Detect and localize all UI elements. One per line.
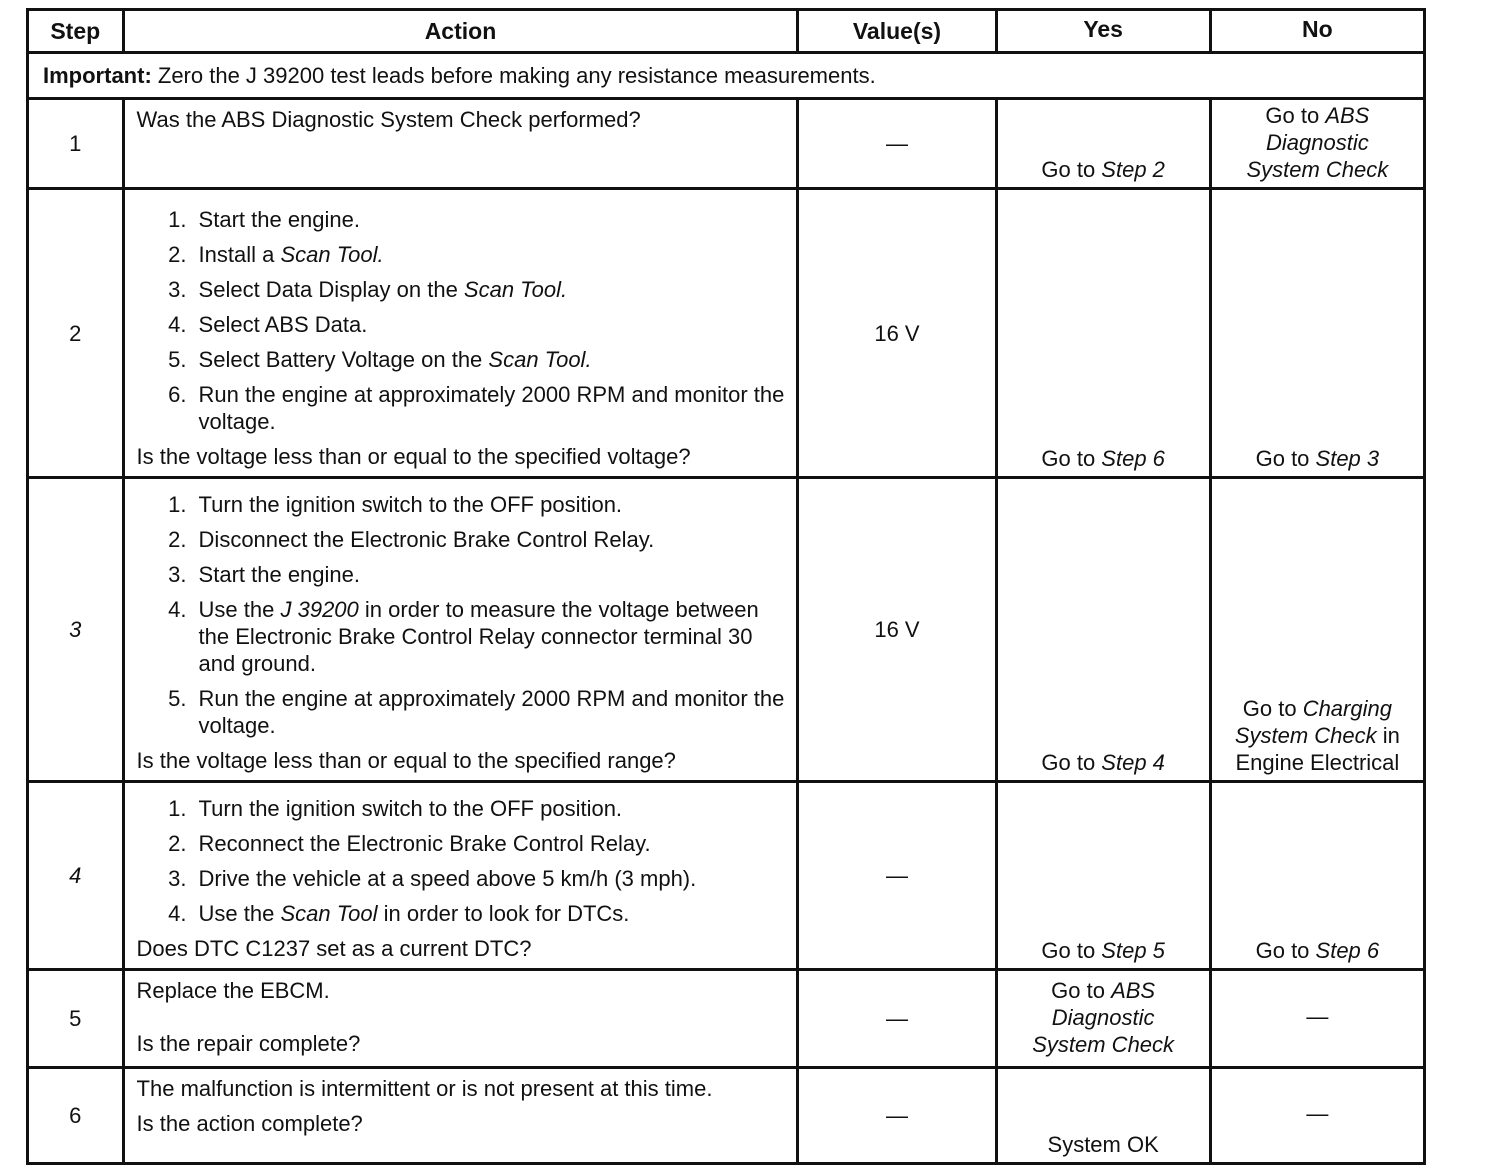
value-cell: 16 V: [798, 478, 996, 782]
goto-text: Go to: [1242, 696, 1303, 721]
step-number-text: 3: [69, 617, 82, 642]
question-text: Is the voltage less than or equal to the specified voltage?: [136, 444, 691, 469]
no-link[interactable]: System Check: [1234, 723, 1377, 748]
no-link[interactable]: Step 3: [1315, 446, 1380, 471]
list-item: 1. Turn the ignition switch to the OFF position.: [193, 491, 787, 518]
action-cell: [123, 1068, 798, 1164]
value-cell: —: [798, 970, 996, 1068]
question-text: Is the repair complete?: [136, 1031, 361, 1056]
action-text: Replace the EBCM.: [136, 978, 330, 1003]
list-item: [193, 596, 787, 677]
step-number: 6: [28, 1068, 124, 1164]
list-item-text: in order to measure the voltage between the Electronic Brake Control Relay connector terminal 30 and ground.: [198, 597, 759, 676]
goto-text: Go to: [1051, 978, 1112, 1003]
yes-link[interactable]: Diagnostic: [1051, 1005, 1155, 1030]
question-text: Does DTC C1237 set as a current DTC?: [136, 936, 532, 961]
yes-cell: [996, 99, 1210, 189]
value-cell: 16 V: [798, 189, 996, 478]
tool-name: Scan Tool.: [463, 277, 568, 302]
list-item: 5. Run the engine at approximately 2000 RPM and monitor the voltage.: [193, 685, 787, 739]
important-row: [28, 53, 1425, 99]
goto-text: Go to: [1265, 103, 1326, 128]
yes-link[interactable]: Step 4: [1101, 750, 1165, 775]
no-link[interactable]: Step 6: [1315, 938, 1380, 963]
no-cell: [1210, 782, 1424, 970]
step-number: 2: [28, 189, 124, 478]
list-item-text: in order to look for DTCs.: [377, 901, 630, 926]
tool-name: Scan Tool: [280, 901, 378, 926]
no-text: in: [1376, 723, 1400, 748]
list-item-text: Use the: [198, 901, 281, 926]
step-number: 5: [28, 970, 124, 1068]
step-number: [28, 478, 124, 782]
header-yes: Yes: [996, 10, 1210, 53]
value-cell: —: [798, 99, 996, 189]
action-cell: [123, 478, 798, 782]
list-item-text: Select Data Display on the: [198, 277, 464, 302]
table-row: [28, 478, 1425, 782]
list-item-text: Install a: [198, 242, 281, 267]
step-number-text: 4: [69, 863, 82, 888]
list-item: 2. Reconnect the Electronic Brake Control Relay.: [193, 830, 787, 857]
diagnostic-table: [26, 8, 1426, 1165]
question-text: Was the ABS Diagnostic System Check performed?: [136, 107, 641, 132]
list-item: [193, 241, 787, 268]
step-number: 1: [28, 99, 124, 189]
list-item: [193, 276, 787, 303]
yes-link[interactable]: Step 2: [1101, 157, 1165, 182]
yes-link[interactable]: Step 6: [1101, 446, 1165, 471]
list-item: 2. Disconnect the Electronic Brake Control Relay.: [193, 526, 787, 553]
action-cell: [123, 970, 798, 1068]
no-cell: [1210, 99, 1424, 189]
action-cell: [123, 782, 798, 970]
value-cell: —: [798, 1068, 996, 1164]
list-item: 3. Start the engine.: [193, 561, 787, 588]
no-cell: —: [1210, 1068, 1424, 1164]
no-link[interactable]: System Check: [1246, 157, 1389, 182]
tool-name: Scan Tool.: [280, 242, 384, 267]
yes-link[interactable]: System Check: [1032, 1032, 1175, 1057]
no-link[interactable]: ABS: [1325, 103, 1370, 128]
no-text: Engine Electrical: [1235, 750, 1400, 775]
list-item: [193, 900, 787, 927]
step-number: [28, 782, 124, 970]
tool-name: Scan Tool.: [488, 347, 592, 372]
header-no: No: [1210, 10, 1424, 53]
value-cell: —: [798, 782, 996, 970]
yes-link[interactable]: Step 5: [1101, 938, 1165, 963]
yes-cell: [996, 189, 1210, 478]
goto-text: Go to: [1041, 938, 1102, 963]
no-cell: [1210, 189, 1424, 478]
yes-cell: System OK: [996, 1068, 1210, 1164]
important-text: Zero the J 39200 test leads before making any resistance measurements.: [151, 63, 876, 88]
header-values: Value(s): [798, 10, 996, 53]
goto-text: Go to: [1041, 750, 1102, 775]
header-action: Action: [123, 10, 798, 53]
table-row: [28, 99, 1425, 189]
question-text: Is the voltage less than or equal to the specified range?: [136, 748, 676, 773]
goto-text: Go to: [1255, 938, 1316, 963]
list-item: 3. Drive the vehicle at a speed above 5 km/h (3 mph).: [193, 865, 787, 892]
no-link[interactable]: Charging: [1302, 696, 1392, 721]
action-steps: [137, 206, 787, 435]
list-item: 1. Turn the ignition switch to the OFF position.: [193, 795, 787, 822]
table-row: [28, 970, 1425, 1068]
goto-text: Go to: [1255, 446, 1316, 471]
action-text: The malfunction is intermittent or is not present at this time.: [136, 1076, 713, 1101]
no-cell: —: [1210, 970, 1424, 1068]
header-step: Step: [28, 10, 124, 53]
table-row: [28, 1068, 1425, 1164]
action-cell: [123, 99, 798, 189]
action-steps: [137, 491, 787, 739]
table-row: [28, 782, 1425, 970]
list-item: 6. Run the engine at approximately 2000 RPM and monitor the voltage.: [193, 381, 787, 435]
important-label: Important:: [43, 63, 152, 88]
yes-link[interactable]: ABS: [1111, 978, 1156, 1003]
question-text: Is the action complete?: [136, 1111, 363, 1136]
list-item: [193, 346, 787, 373]
header-row: [28, 10, 1425, 53]
tool-name: J 39200: [280, 597, 359, 622]
no-cell: [1210, 478, 1424, 782]
important-note: [28, 53, 1425, 99]
table-row: [28, 189, 1425, 478]
yes-cell: [996, 970, 1210, 1068]
goto-text: Go to: [1041, 157, 1102, 182]
list-item-text: Use the: [198, 597, 281, 622]
action-cell: [123, 189, 798, 478]
no-link[interactable]: Diagnostic: [1266, 130, 1369, 155]
list-item: 4. Select ABS Data.: [193, 311, 787, 338]
yes-cell: [996, 478, 1210, 782]
yes-cell: [996, 782, 1210, 970]
action-steps: [137, 795, 787, 927]
list-item: 1. Start the engine.: [193, 206, 787, 233]
list-item-text: Select Battery Voltage on the: [198, 347, 489, 372]
goto-text: Go to: [1041, 446, 1102, 471]
